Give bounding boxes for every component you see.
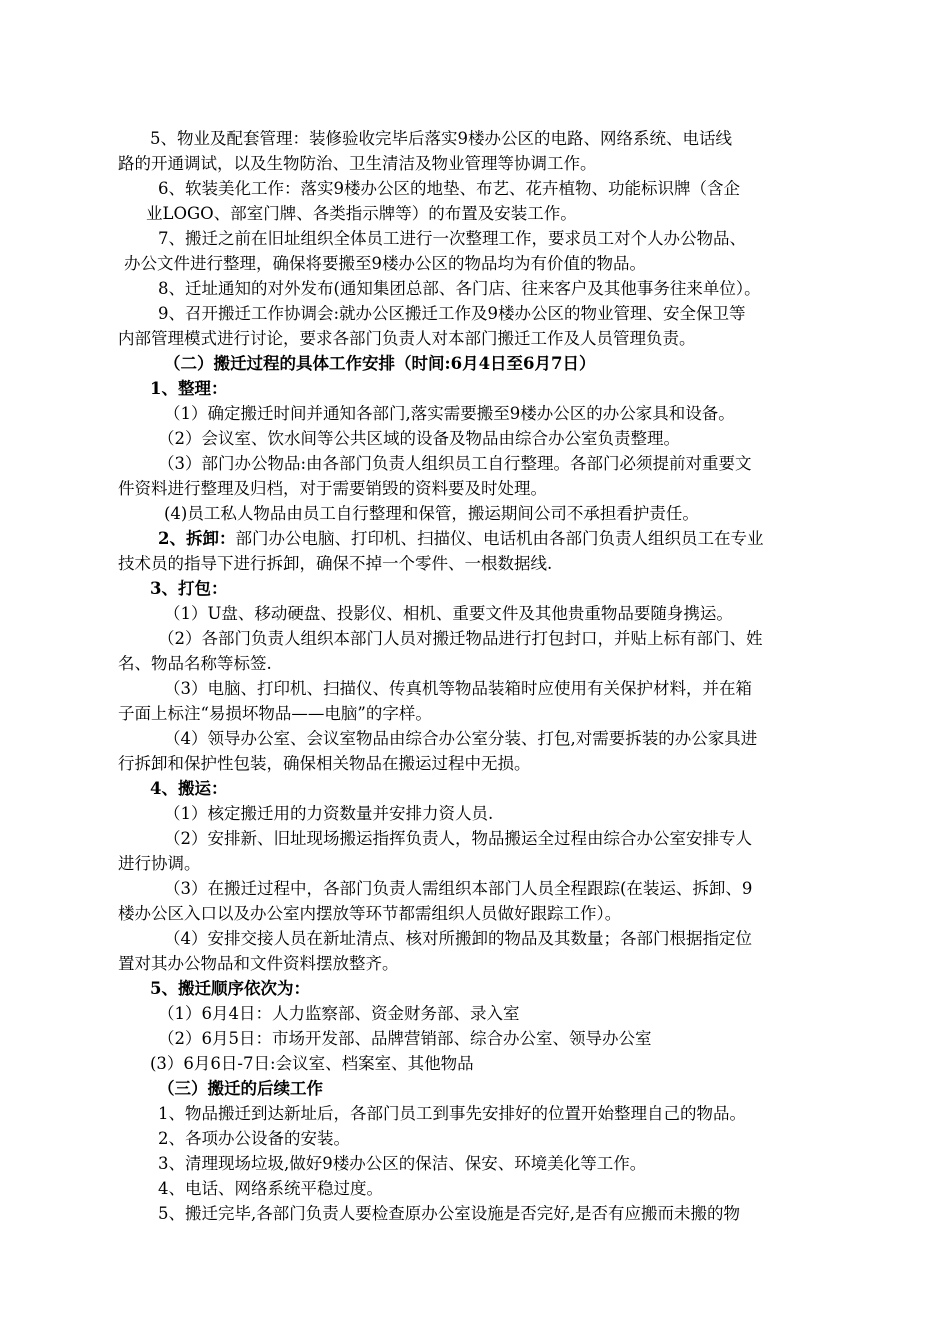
paragraph-line: （2）各部门负责人组织本部门人员对搬迁物品进行打包封口，并贴上标有部门、姓 <box>158 629 763 648</box>
paragraph-line: 置对其办公物品和文件资料摆放整齐。 <box>118 954 399 973</box>
paragraph-line: 名、物品名称等标签. <box>118 654 272 673</box>
paragraph-line: 6、软装美化工作：落实9楼办公区的地垫、布艺、花卉植物、功能标识牌（含企 <box>158 179 740 198</box>
paragraph-line: 5、物业及配套管理：装修验收完毕后落实9楼办公区的电路、网络系统、电话线 <box>150 129 732 148</box>
paragraph-line: 内部管理模式进行讨论，要求各部门负责人对本部门搬迁工作及人员管理负责。 <box>118 329 696 348</box>
paragraph-line: （1）核定搬迁用的力资数量并安排力资人员. <box>164 804 494 823</box>
paragraph-line: 楼办公区入口以及办公室内摆放等环节都需组织人员做好跟踪工作）。 <box>118 904 622 923</box>
paragraph-line: 技术员的指导下进行拆卸，确保不掉一个零件、一根数据线. <box>118 554 553 573</box>
paragraph-line: （1）确定搬迁时间并通知各部门,落实需要搬至9楼办公区的办公家具和设备。 <box>164 404 735 423</box>
paragraph-line: 进行协调。 <box>118 854 201 873</box>
paragraph-line: （4）领导办公室、会议室物品由综合办公室分装、打包,对需要拆装的办公家具进 <box>164 729 758 748</box>
paragraph-line: 行拆卸和保护性包装，确保相关物品在搬运过程中无损。 <box>118 754 531 773</box>
paragraph-line: （4）安排交接人员在新址清点、核对所搬卸的物品及其数量；各部门根据指定位 <box>164 929 752 948</box>
paragraph-line: 7、搬迁之前在旧址组织全体员工进行一次整理工作，要求员工对个人办公物品、 <box>158 229 746 248</box>
paragraph-line: 8、迁址通知的对外发布(通知集团总部、各门店、往来客户及其他事务往来单位）。 <box>158 279 761 298</box>
paragraph-line: 子面上标注“易损坏物品——电脑”的字样。 <box>118 704 432 723</box>
paragraph-line: 件资料进行整理及归档，对于需要销毁的资料要及时处理。 <box>118 479 547 498</box>
section-heading: （三）搬迁的后续工作 <box>158 1079 323 1098</box>
paragraph-line: 3、清理现场垃圾,做好9楼办公区的保洁、保安、环境美化等工作。 <box>158 1154 647 1173</box>
paragraph-line: （1）U盘、移动硬盘、投影仪、相机、重要文件及其他贵重物品要随身携运。 <box>164 604 733 623</box>
subsection-heading: 5、搬迁顺序依次为： <box>150 979 310 998</box>
paragraph-line: 2、各项办公设备的安装。 <box>158 1129 350 1148</box>
paragraph-line: 1、物品搬迁到达新址后，各部门员工到事先安排好的位置开始整理自己的物品。 <box>158 1104 746 1123</box>
paragraph-line: （3）部门办公物品:由各部门负责人组织员工自行整理。各部门必须提前对重要文 <box>158 454 752 473</box>
paragraph-text: 部门办公电脑、打印机、扫描仪、电话机由各部门负责人组织员工在专业 <box>235 529 764 548</box>
paragraph-line: (4)员工私人物品由员工自行整理和保管，搬运期间公司不承担看护责任。 <box>164 504 699 523</box>
section-heading: （二）搬迁过程的具体工作安排（时间:6月4日至6月7日） <box>164 354 596 373</box>
paragraph-line: 办公文件进行整理，确保将要搬至9楼办公区的物品均为有价值的物品。 <box>124 254 646 273</box>
paragraph-line: （2）6月5日：市场开发部、品牌营销部、综合办公室、领导办公室 <box>158 1029 652 1048</box>
paragraph-line: 业LOGO、部室门牌、各类指示牌等）的布置及安装工作。 <box>146 204 577 223</box>
subsection-heading: 1、整理： <box>150 379 228 398</box>
subsection-heading: 2、拆卸： <box>158 529 236 548</box>
paragraph-line: 路的开通调试，以及生物防治、卫生清洁及物业管理等协调工作。 <box>118 154 597 173</box>
paragraph-line <box>118 526 855 551</box>
subsection-heading: 4、搬运： <box>150 779 228 798</box>
subsection-heading: 3、打包： <box>150 579 228 598</box>
paragraph-line: （2）安排新、旧址现场搬运指挥负责人，物品搬运全过程由综合办公室安排专人 <box>164 829 752 848</box>
paragraph-line: 9、召开搬迁工作协调会:就办公区搬迁工作及9楼办公区的物业管理、安全保卫等 <box>158 304 746 323</box>
paragraph-line: 5、搬迁完毕,各部门负责人要检查原办公室设施是否完好,是否有应搬而未搬的物 <box>158 1204 740 1223</box>
paragraph-line: 4、电话、网络系统平稳过度。 <box>158 1179 383 1198</box>
paragraph-line: （3）在搬迁过程中，各部门负责人需组织本部门人员全程跟踪(在装运、拆卸、9 <box>164 879 753 898</box>
paragraph-line: （3）电脑、打印机、扫描仪、传真机等物品装箱时应使用有关保护材料，并在箱 <box>164 679 752 698</box>
paragraph-line: (3）6月6日-7日:会议室、档案室、其他物品 <box>150 1054 474 1073</box>
paragraph-line: （2）会议室、饮水间等公共区域的设备及物品由综合办公室负责整理。 <box>158 429 680 448</box>
paragraph-line: （1）6月4日：人力监察部、资金财务部、录入室 <box>158 1004 520 1023</box>
